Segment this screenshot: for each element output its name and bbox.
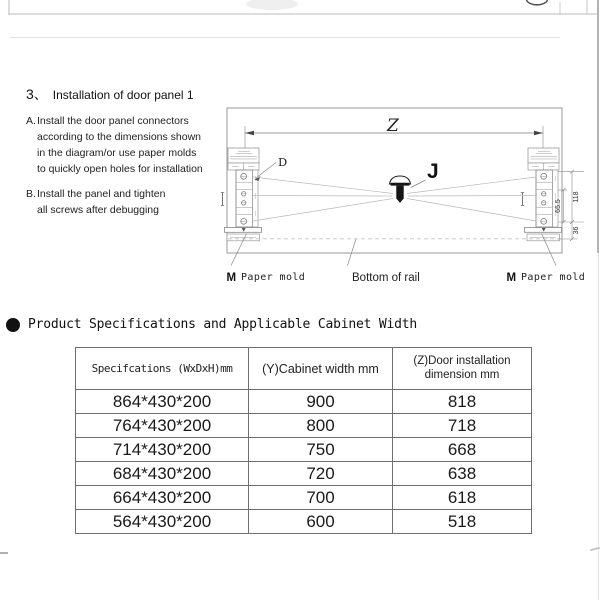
col-cabinet-width: (Y)Cabinet width mm: [249, 348, 393, 390]
step-title: Installation of door panel 1: [52, 88, 194, 102]
step-b-text: Install the panel and tighten all screws after debugging: [37, 188, 166, 216]
step-b-label: B.: [26, 188, 36, 200]
z-dimension-label: Z: [387, 116, 399, 136]
step-heading: [26, 84, 231, 104]
spec-table: [75, 347, 532, 534]
dim-65-5-label: 65.5: [555, 199, 562, 213]
dim-36-label: 36: [573, 226, 580, 235]
section-title: Product Specifications and Applicable Cabinet Width: [28, 317, 417, 332]
col-door-dimension: (Z)Door installation dimension mm: [393, 348, 532, 390]
col-specifications: Specifcations (WxDxH)mm: [76, 348, 249, 390]
j-callout: [411, 160, 439, 188]
page-border-right-upper: [597, 0, 599, 253]
bottom-of-rail-label: Bottom of rail: [352, 272, 420, 284]
spec-table-header-row: [76, 348, 532, 390]
cropped-previous-section: [8, 0, 598, 38]
section-heading: [6, 317, 417, 332]
step-a-label: A.: [26, 115, 36, 127]
bullet-icon: [6, 318, 20, 332]
paper-mold-label-right: Paper mold: [521, 272, 586, 283]
d-callout: [255, 155, 288, 181]
dim-118-label: 118: [573, 191, 580, 203]
paper-mold-label-left: Paper mold: [241, 272, 306, 283]
table-row: 684*430*200 720 638: [76, 462, 532, 486]
j-label: J: [427, 160, 439, 183]
step-a: [26, 113, 231, 177]
label-leader-lines: [231, 234, 556, 266]
m-label-left: M: [226, 272, 237, 284]
z-dimension: [245, 116, 543, 163]
fold-mark-left: [0, 552, 8, 554]
m-label-right: M: [506, 272, 517, 284]
instructions-block: [26, 84, 231, 218]
d-label: D: [278, 155, 288, 169]
table-row: 864*430*200 900 818: [76, 390, 532, 414]
table-row: 764*430*200 800 718: [76, 414, 532, 438]
table-row: 714*430*200 750 668: [76, 438, 532, 462]
step-a-text: Install the door panel connectors according to the dimensions shown in the diagram/or use paper molds to quickly open holes for installation: [37, 115, 203, 175]
door-connector-right: [521, 148, 562, 241]
table-row: 664*430*200 700 618: [76, 486, 532, 510]
step-b: [26, 186, 231, 218]
table-row: 564*430*200 600 518: [76, 510, 532, 534]
cropped-screw-head-arc: [527, 0, 548, 5]
step-number: 3、: [26, 86, 48, 102]
